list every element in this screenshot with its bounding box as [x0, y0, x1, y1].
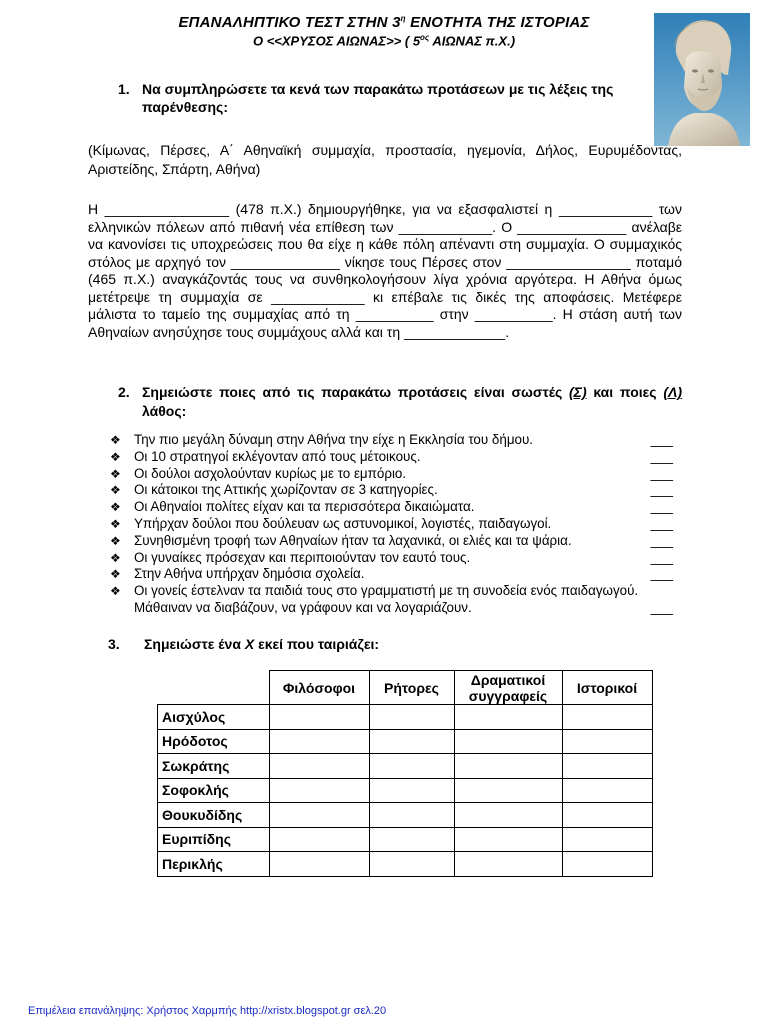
answer-cell[interactable]: [562, 803, 652, 828]
answer-blank[interactable]: ___: [650, 448, 673, 464]
classification-table: [157, 670, 653, 877]
answer-blank[interactable]: ___: [650, 532, 673, 548]
table-row: [158, 754, 653, 779]
row-header: Σωκράτης: [158, 754, 270, 779]
answer-cell[interactable]: [369, 852, 454, 877]
page-title: [0, 14, 768, 31]
diamond-bullet-icon: ❖: [110, 567, 121, 582]
statement-item: [110, 550, 685, 567]
answer-cell[interactable]: [369, 827, 454, 852]
answer-cell[interactable]: [369, 778, 454, 803]
row-header: Σοφοκλής: [158, 778, 270, 803]
question-3-instruction-part: εκεί που ταιριάζει:: [254, 636, 380, 652]
answer-cell[interactable]: [269, 729, 369, 754]
subtitle-text-end: ΑΙΩΝΑΣ π.Χ.): [429, 33, 516, 49]
false-mark: (Λ): [663, 384, 682, 400]
answer-blank[interactable]: ___: [650, 549, 673, 565]
answer-cell[interactable]: [269, 754, 369, 779]
question-2-instruction: [142, 383, 682, 421]
subtitle-text: Ο <<ΧΡΥΣΟΣ ΑΙΩΝΑΣ>> ( 5: [252, 33, 421, 49]
statement-item: [110, 432, 685, 449]
statement-text: Οι κάτοικοι της Αττικής χωρίζονταν σε 3 κατηγορίες.: [134, 482, 438, 498]
footer-credit: Επιμέλεια επανάληψης: Χρήστος Χαρμπής http://xristx.blogspot.gr σελ.20: [28, 1005, 387, 1017]
statement-item: [110, 466, 685, 483]
answer-blank[interactable]: ___: [650, 499, 673, 515]
answer-cell[interactable]: [562, 754, 652, 779]
true-mark: (Σ): [569, 384, 587, 400]
fill-in-paragraph: Η ________________ (478 π.Χ.) δημιουργήθηκε, για να εξασφαλιστεί η ____________ των ελληνικών πόλεων από πιθανή νέα επίθεση των ____________. Ο ______________ ανέλαβε να κανονίσει τις υποχρεώσεις που θα είχε η κάθε πόλη απέναντι στη συμμαχία. Ο συμμαχικός στόλος με αρχηγό τον ______________ νίκησε τους Πέρσες στον ________________ ποταμό (465 π.Χ.) αναγκάζοντάς τους να συνθηκολογήσουν λίγα χρόνια αργότερα. Η Αθήνα όμως μετέτρεψε τη συμμαχία σε ____________ κι επέβαλε τις δικές της αποφάσεις. Μετέφερε μάλιστα το ταμείο της συμμαχίας από τη __________ στην __________. Η στάση αυτή των Αθηναίων ανησύχησε τους συμμάχους αλλά και τη _____________.: [88, 201, 682, 340]
answer-cell[interactable]: [454, 803, 562, 828]
question-2-instruction-part: Σημειώστε ποιες από τις παρακάτω προτάσεις είναι σωστές: [142, 384, 570, 400]
answer-blank[interactable]: ___: [650, 515, 673, 531]
question-2-number: 2.: [118, 384, 130, 400]
statement-item: [110, 566, 685, 583]
question-3-instruction-part: Σημειώστε ένα: [144, 636, 245, 652]
answer-cell[interactable]: [562, 778, 652, 803]
question-1-number: 1.: [118, 81, 130, 97]
statement-item: [110, 499, 685, 516]
answer-blank[interactable]: ___: [650, 599, 673, 615]
answer-cell[interactable]: [269, 827, 369, 852]
table-row: [158, 729, 653, 754]
table-corner: [158, 671, 270, 705]
answer-cell[interactable]: [369, 705, 454, 730]
answer-cell[interactable]: [562, 827, 652, 852]
answer-cell[interactable]: [454, 705, 562, 730]
statement-text: Οι Αθηναίοι πολίτες είχαν και τα περισσότερα δικαιώματα.: [134, 499, 475, 515]
statement-item: [110, 583, 685, 617]
statement-list: [110, 432, 685, 617]
answer-blank[interactable]: ___: [650, 566, 673, 582]
diamond-bullet-icon: ❖: [110, 449, 121, 464]
answer-blank[interactable]: ___: [650, 482, 673, 498]
statement-item: [110, 516, 685, 533]
answer-cell[interactable]: [454, 778, 562, 803]
statement-text: Οι γονείς έστελναν τα παιδιά τους στο γραμματιστή με τη συνοδεία ενός παιδαγωγού. Μάθαιναν να διαβάζουν, να γράφουν και να λογαριάζουν.: [134, 583, 639, 615]
title-text-end: ΕΝΟΤΗΤΑ ΤΗΣ ΙΣΤΟΡΙΑΣ: [405, 14, 590, 31]
answer-cell[interactable]: [369, 754, 454, 779]
statement-text: Οι δούλοι ασχολούνταν κυρίως με το εμπόριο.: [134, 465, 407, 481]
diamond-bullet-icon: ❖: [110, 533, 121, 548]
answer-cell[interactable]: [454, 754, 562, 779]
answer-cell[interactable]: [269, 778, 369, 803]
question-2-instruction-part: λάθος:: [142, 403, 187, 419]
column-header: Φιλόσοφοι: [269, 671, 369, 705]
row-header: Ευριπίδης: [158, 827, 270, 852]
diamond-bullet-icon: ❖: [110, 483, 121, 498]
answer-cell[interactable]: [562, 705, 652, 730]
statement-text: Στην Αθήνα υπήρχαν δημόσια σχολεία.: [134, 566, 365, 582]
answer-cell[interactable]: [454, 827, 562, 852]
diamond-bullet-icon: ❖: [110, 516, 121, 531]
statement-item: [110, 449, 685, 466]
title-text: ΕΠΑΝΑΛΗΠΤΙΚΟ ΤΕΣΤ ΣΤΗΝ 3: [178, 14, 401, 31]
diamond-bullet-icon: ❖: [110, 500, 121, 515]
diamond-bullet-icon: ❖: [110, 550, 121, 565]
answer-cell[interactable]: [369, 729, 454, 754]
subtitle-superscript: ος: [420, 33, 430, 42]
table-row: [158, 852, 653, 877]
row-header: Αισχύλος: [158, 705, 270, 730]
column-header: Δραματικοί συγγραφείς: [454, 671, 562, 705]
answer-cell[interactable]: [369, 803, 454, 828]
diamond-bullet-icon: ❖: [110, 584, 121, 599]
page-subtitle: [0, 33, 768, 48]
question-1-instruction: Να συμπληρώσετε τα κενά των παρακάτω προτάσεων με τις λέξεις της παρένθεσης:: [142, 81, 614, 115]
statement-text: Οι γυναίκες πρόσεχαν και περιποιούνταν τον εαυτό τους.: [134, 549, 471, 565]
word-bank: (Κίμωνας, Πέρσες, Α΄ Αθηναϊκή συμμαχία, προστασία, ηγεμονία, Δήλος, Ευρυμέδοντας, Αριστείδης, Σπάρτη, Αθήνα): [88, 142, 682, 177]
answer-cell[interactable]: [269, 705, 369, 730]
table-row: [158, 827, 653, 852]
statement-text: Υπήρχαν δούλοι που δούλευαν ως αστυνομικοί, λογιστές, παιδαγωγοί.: [134, 515, 552, 531]
statement-item: [110, 482, 685, 499]
column-header: Ιστορικοί: [562, 671, 652, 705]
statement-text: Οι 10 στρατηγοί εκλέγονταν από τους μέτοικους.: [134, 448, 421, 464]
question-3-number: 3.: [108, 636, 120, 652]
title-superscript: η: [400, 14, 406, 23]
diamond-bullet-icon: ❖: [110, 433, 121, 447]
question-2-instruction-part: και ποιες: [586, 384, 664, 400]
statement-item: [110, 533, 685, 550]
table-row: [158, 803, 653, 828]
answer-blank[interactable]: ___: [650, 465, 673, 481]
answer-blank[interactable]: ___: [650, 432, 673, 447]
statement-text: Την πιο μεγάλη δύναμη στην Αθήνα την είχε η Εκκλησία του δήμου.: [134, 432, 534, 447]
column-header: Ρήτορες: [369, 671, 454, 705]
row-header: Ηρόδοτος: [158, 729, 270, 754]
answer-cell[interactable]: [269, 852, 369, 877]
answer-cell[interactable]: [454, 852, 562, 877]
row-header: Θουκυδίδης: [158, 803, 270, 828]
answer-cell[interactable]: [562, 729, 652, 754]
answer-cell[interactable]: [562, 852, 652, 877]
question-3-instruction: [144, 636, 379, 652]
statement-text: Συνηθισμένη τροφή των Αθηναίων ήταν τα λαχανικά, οι ελιές και τα ψάρια.: [134, 532, 572, 548]
answer-cell[interactable]: [454, 729, 562, 754]
row-header: Περικλής: [158, 852, 270, 877]
diamond-bullet-icon: ❖: [110, 466, 121, 481]
table-row: [158, 705, 653, 730]
table-header-row: [158, 671, 653, 705]
x-mark: Χ: [244, 636, 255, 652]
table-row: [158, 778, 653, 803]
answer-cell[interactable]: [269, 803, 369, 828]
